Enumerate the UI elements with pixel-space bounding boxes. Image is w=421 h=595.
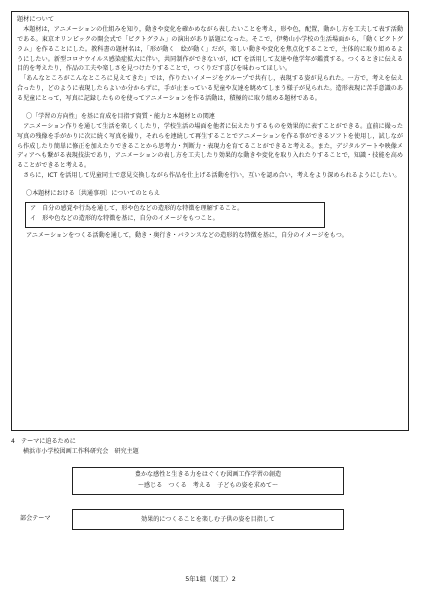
paragraph-image-goal: アニメーションをつくる活動を通して，動き・奥行き・バランスなどの造形的な特徴を基に，自分のイメージをもつ。	[26, 231, 348, 239]
common-item-i: イ 形や色などの造形的な特徴を基に，自分のイメージをもつこと。	[30, 215, 219, 223]
heading-learning-direction: 〇「学習の方向性」を基に育成を目指す資質・能力と本題材との関連	[26, 112, 215, 120]
section-label: 題材について	[17, 16, 55, 23]
heading-common-items: 〇本題材における〔共通事項〕についてのとらえ	[26, 189, 160, 197]
section-4	[11, 437, 409, 457]
bukai-theme-text: 効果的につくることを楽しむ子供の姿を目指して	[141, 516, 275, 523]
common-items-box	[25, 202, 325, 228]
paragraph-student-state: 「あんなところがこんなところに見えてきた」では，作りたいイメージをグループで共有し，表現する姿が見られた。一方で，考えを伝え合ったり，どのように表現したらよいか分からずに，手が止まっている児童や友達を眺めてしまう様子が見られた。造形表現に苦手意識のある児童にとって，写真に記録したものを使ってアニメーションを作る活動は，積極的に取り組める題材である。	[17, 75, 403, 103]
bukai-theme-box	[72, 509, 344, 530]
page-footer: 5年1組（図工）2	[185, 575, 236, 583]
common-item-a: ア 自分の感覚や行為を通して，形や色などの造形的な特徴を理解すること。	[30, 204, 244, 212]
research-theme-box	[72, 467, 344, 495]
paragraph-material-intro: 本題材は，アニメーションの仕組みを知り，動きや変化を確かめながら表したいことを考え，形や色，配置，動かし方を工夫して表す活動である。東京オリンピックの開会式で「ピクトグラム」の演出があり話題になった。そこで，伊勢山小学校の生活場面から，「動くピクトグラム」を作ることにした。教科書の題材名は，「形が動く 絵が動く」だが，楽しい動きや変化を焦点化することで，主体的に取り組めるようにしたい。新型コロナウイルス感染症拡大に伴い，共同制作ができないが，ICT を活用して友達や他学年が鑑賞する。つくるときに伝える目的を考えたり，作品の工夫や楽しさを見つけたりすることで，つくりだす喜びを味わってほしい。	[17, 26, 403, 73]
paragraph-abilities: アニメーション作りを通して生活を楽しくしたり，学校生活の場面を他者に伝えたりするものを効果的に表すことができる。直前に撮った写真の残像を手がかりに次に続く写真を撮り，それらを連続して再生することでアニメーションを作る事ができるソフトを使用し，試しながら作成したり簡単に修正を加えたりできることから思考力・判断力・表現力を育てることができると考える。また，デジタルアートや映像メディアへも繋がる表現技法であり，アニメーションの表し方を工夫したり効果的な動きや変化を取り入れたりすることで，知識・技能を高めることができると考える。	[17, 122, 403, 170]
research-theme-sub: ～感じる つくる 考える 子どもの姿を求めて～	[137, 481, 279, 489]
bukai-theme-label: 部会テーマ	[20, 515, 51, 522]
section-4-title: 4 テーマに迫るために	[11, 438, 76, 445]
research-org-label: 横浜市小学校図画工作科研究会 研究主題	[23, 447, 139, 455]
lesson-description-box	[11, 11, 409, 431]
research-theme-main: 豊かな感性と生きる力をはぐくむ図画工作学習の創造	[134, 471, 282, 478]
paragraph-ict: さらに，ICT を活用して児童同士で意見交換しながら作品を仕上げる活動を行い，互いを認め合い，考えをより深められるようにしたい。	[17, 172, 401, 180]
